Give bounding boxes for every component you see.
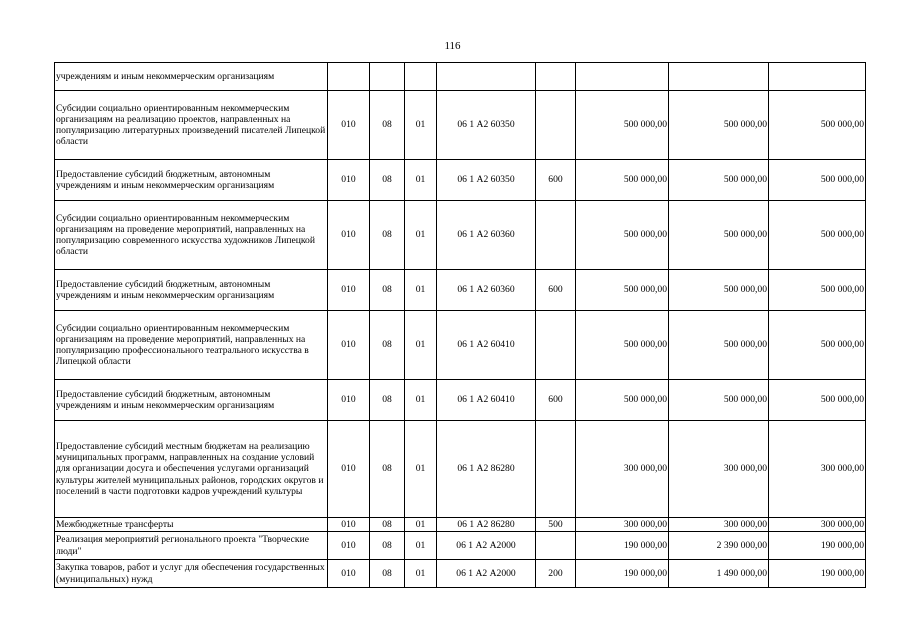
row-name: Предоставление субсидий бюджетным, автономным учреждениям и иным некоммерческим организациям <box>55 160 328 201</box>
cell-subsection: 01 <box>405 380 437 421</box>
cell-expense-type: 600 <box>536 270 576 311</box>
row-name: Предоставление субсидий местным бюджетам на реализацию муниципальных программ, направленных на создание условий для организации досуга и обеспечения услугами организаций культуры жителей муниципальных районов, городских округов и поселений в части подготовки кадров учреждений культуры <box>55 421 328 518</box>
table-body <box>55 63 866 588</box>
cell-target-article: 06 1 А2 60410 <box>437 380 536 421</box>
cell-target-article <box>437 63 536 91</box>
table-row <box>55 270 866 311</box>
row-name: учреждениям и иным некоммерческим организациям <box>55 63 328 91</box>
cell-amount-3: 190 000,00 <box>769 560 866 588</box>
cell-target-article: 06 1 А2 60360 <box>437 270 536 311</box>
cell-ministry: 010 <box>328 311 370 380</box>
cell-section: 08 <box>370 380 405 421</box>
cell-amount-1: 500 000,00 <box>576 270 669 311</box>
row-name: Субсидии социально ориентированным некоммерческим организациям на проведение мероприятий, направленных на популяризацию профессионального театрального искусства в Липецкой области <box>55 311 328 380</box>
cell-expense-type <box>536 91 576 160</box>
table-row <box>55 560 866 588</box>
cell-expense-type <box>536 421 576 518</box>
cell-expense-type <box>536 63 576 91</box>
cell-expense-type: 600 <box>536 160 576 201</box>
table-row <box>55 311 866 380</box>
cell-subsection: 01 <box>405 311 437 380</box>
cell-target-article: 06 1 А2 А2000 <box>437 532 536 560</box>
cell-amount-3: 190 000,00 <box>769 532 866 560</box>
cell-ministry: 010 <box>328 421 370 518</box>
cell-expense-type: 500 <box>536 518 576 532</box>
cell-section: 08 <box>370 421 405 518</box>
row-name: Предоставление субсидий бюджетным, автономным учреждениям и иным некоммерческим организациям <box>55 380 328 421</box>
cell-section: 08 <box>370 518 405 532</box>
table-row <box>55 63 866 91</box>
cell-target-article: 06 1 А2 60350 <box>437 160 536 201</box>
cell-ministry <box>328 63 370 91</box>
cell-ministry: 010 <box>328 380 370 421</box>
cell-amount-2: 500 000,00 <box>669 270 769 311</box>
cell-subsection: 01 <box>405 421 437 518</box>
cell-amount-3: 300 000,00 <box>769 421 866 518</box>
row-name: Реализация мероприятий регионального проекта "Творческие люди" <box>55 532 328 560</box>
cell-ministry: 010 <box>328 518 370 532</box>
table-row <box>55 518 866 532</box>
cell-target-article: 06 1 А2 86280 <box>437 421 536 518</box>
cell-amount-3 <box>769 63 866 91</box>
cell-amount-2: 500 000,00 <box>669 201 769 270</box>
cell-amount-1: 300 000,00 <box>576 421 669 518</box>
table-row <box>55 91 866 160</box>
cell-expense-type <box>536 201 576 270</box>
cell-amount-3: 500 000,00 <box>769 311 866 380</box>
cell-target-article: 06 1 А2 60410 <box>437 311 536 380</box>
cell-section: 08 <box>370 201 405 270</box>
cell-amount-1: 300 000,00 <box>576 518 669 532</box>
cell-ministry: 010 <box>328 160 370 201</box>
cell-target-article: 06 1 А2 60350 <box>437 91 536 160</box>
cell-subsection: 01 <box>405 270 437 311</box>
cell-amount-2 <box>669 63 769 91</box>
cell-subsection: 01 <box>405 160 437 201</box>
cell-amount-1 <box>576 63 669 91</box>
table-row <box>55 160 866 201</box>
cell-amount-3: 500 000,00 <box>769 201 866 270</box>
table-row <box>55 421 866 518</box>
cell-subsection <box>405 63 437 91</box>
cell-subsection: 01 <box>405 560 437 588</box>
cell-amount-1: 500 000,00 <box>576 91 669 160</box>
cell-section: 08 <box>370 311 405 380</box>
cell-section: 08 <box>370 560 405 588</box>
cell-ministry: 010 <box>328 560 370 588</box>
cell-expense-type: 200 <box>536 560 576 588</box>
cell-expense-type <box>536 311 576 380</box>
cell-amount-3: 500 000,00 <box>769 380 866 421</box>
cell-ministry: 010 <box>328 532 370 560</box>
page-number: 116 <box>444 40 461 52</box>
table-row <box>55 380 866 421</box>
cell-amount-2: 500 000,00 <box>669 91 769 160</box>
cell-ministry: 010 <box>328 91 370 160</box>
budget-table <box>54 62 866 588</box>
cell-section <box>370 63 405 91</box>
cell-section: 08 <box>370 270 405 311</box>
cell-target-article: 06 1 А2 86280 <box>437 518 536 532</box>
cell-amount-2: 500 000,00 <box>669 380 769 421</box>
table-row <box>55 532 866 560</box>
row-name: Субсидии социально ориентированным некоммерческим организациям на проведение мероприятий, направленных на популяризацию современного искусства художников Липецкой области <box>55 201 328 270</box>
cell-subsection: 01 <box>405 532 437 560</box>
cell-subsection: 01 <box>405 201 437 270</box>
cell-subsection: 01 <box>405 518 437 532</box>
cell-target-article: 06 1 А2 60360 <box>437 201 536 270</box>
cell-amount-3: 500 000,00 <box>769 91 866 160</box>
cell-subsection: 01 <box>405 91 437 160</box>
cell-expense-type: 600 <box>536 380 576 421</box>
row-name: Межбюджетные трансферты <box>55 518 328 532</box>
cell-ministry: 010 <box>328 201 370 270</box>
cell-amount-1: 190 000,00 <box>576 560 669 588</box>
cell-section: 08 <box>370 532 405 560</box>
cell-section: 08 <box>370 91 405 160</box>
cell-ministry: 010 <box>328 270 370 311</box>
cell-amount-2: 300 000,00 <box>669 518 769 532</box>
cell-amount-3: 500 000,00 <box>769 160 866 201</box>
row-name: Субсидии социально ориентированным некоммерческим организациям на реализацию проектов, направленных на популяризацию литературных произведений писателей Липецкой области <box>55 91 328 160</box>
cell-amount-1: 500 000,00 <box>576 311 669 380</box>
cell-amount-1: 500 000,00 <box>576 201 669 270</box>
cell-amount-2: 1 490 000,00 <box>669 560 769 588</box>
row-name: Предоставление субсидий бюджетным, автономным учреждениям и иным некоммерческим организациям <box>55 270 328 311</box>
cell-amount-1: 500 000,00 <box>576 380 669 421</box>
cell-amount-3: 500 000,00 <box>769 270 866 311</box>
row-name: Закупка товаров, работ и услуг для обеспечения государственных (муниципальных) нужд <box>55 560 328 588</box>
cell-amount-2: 2 390 000,00 <box>669 532 769 560</box>
cell-amount-1: 500 000,00 <box>576 160 669 201</box>
cell-amount-1: 190 000,00 <box>576 532 669 560</box>
cell-amount-2: 500 000,00 <box>669 311 769 380</box>
cell-amount-3: 300 000,00 <box>769 518 866 532</box>
cell-expense-type <box>536 532 576 560</box>
cell-amount-2: 300 000,00 <box>669 421 769 518</box>
cell-section: 08 <box>370 160 405 201</box>
cell-target-article: 06 1 А2 А2000 <box>437 560 536 588</box>
table-row <box>55 201 866 270</box>
cell-amount-2: 500 000,00 <box>669 160 769 201</box>
